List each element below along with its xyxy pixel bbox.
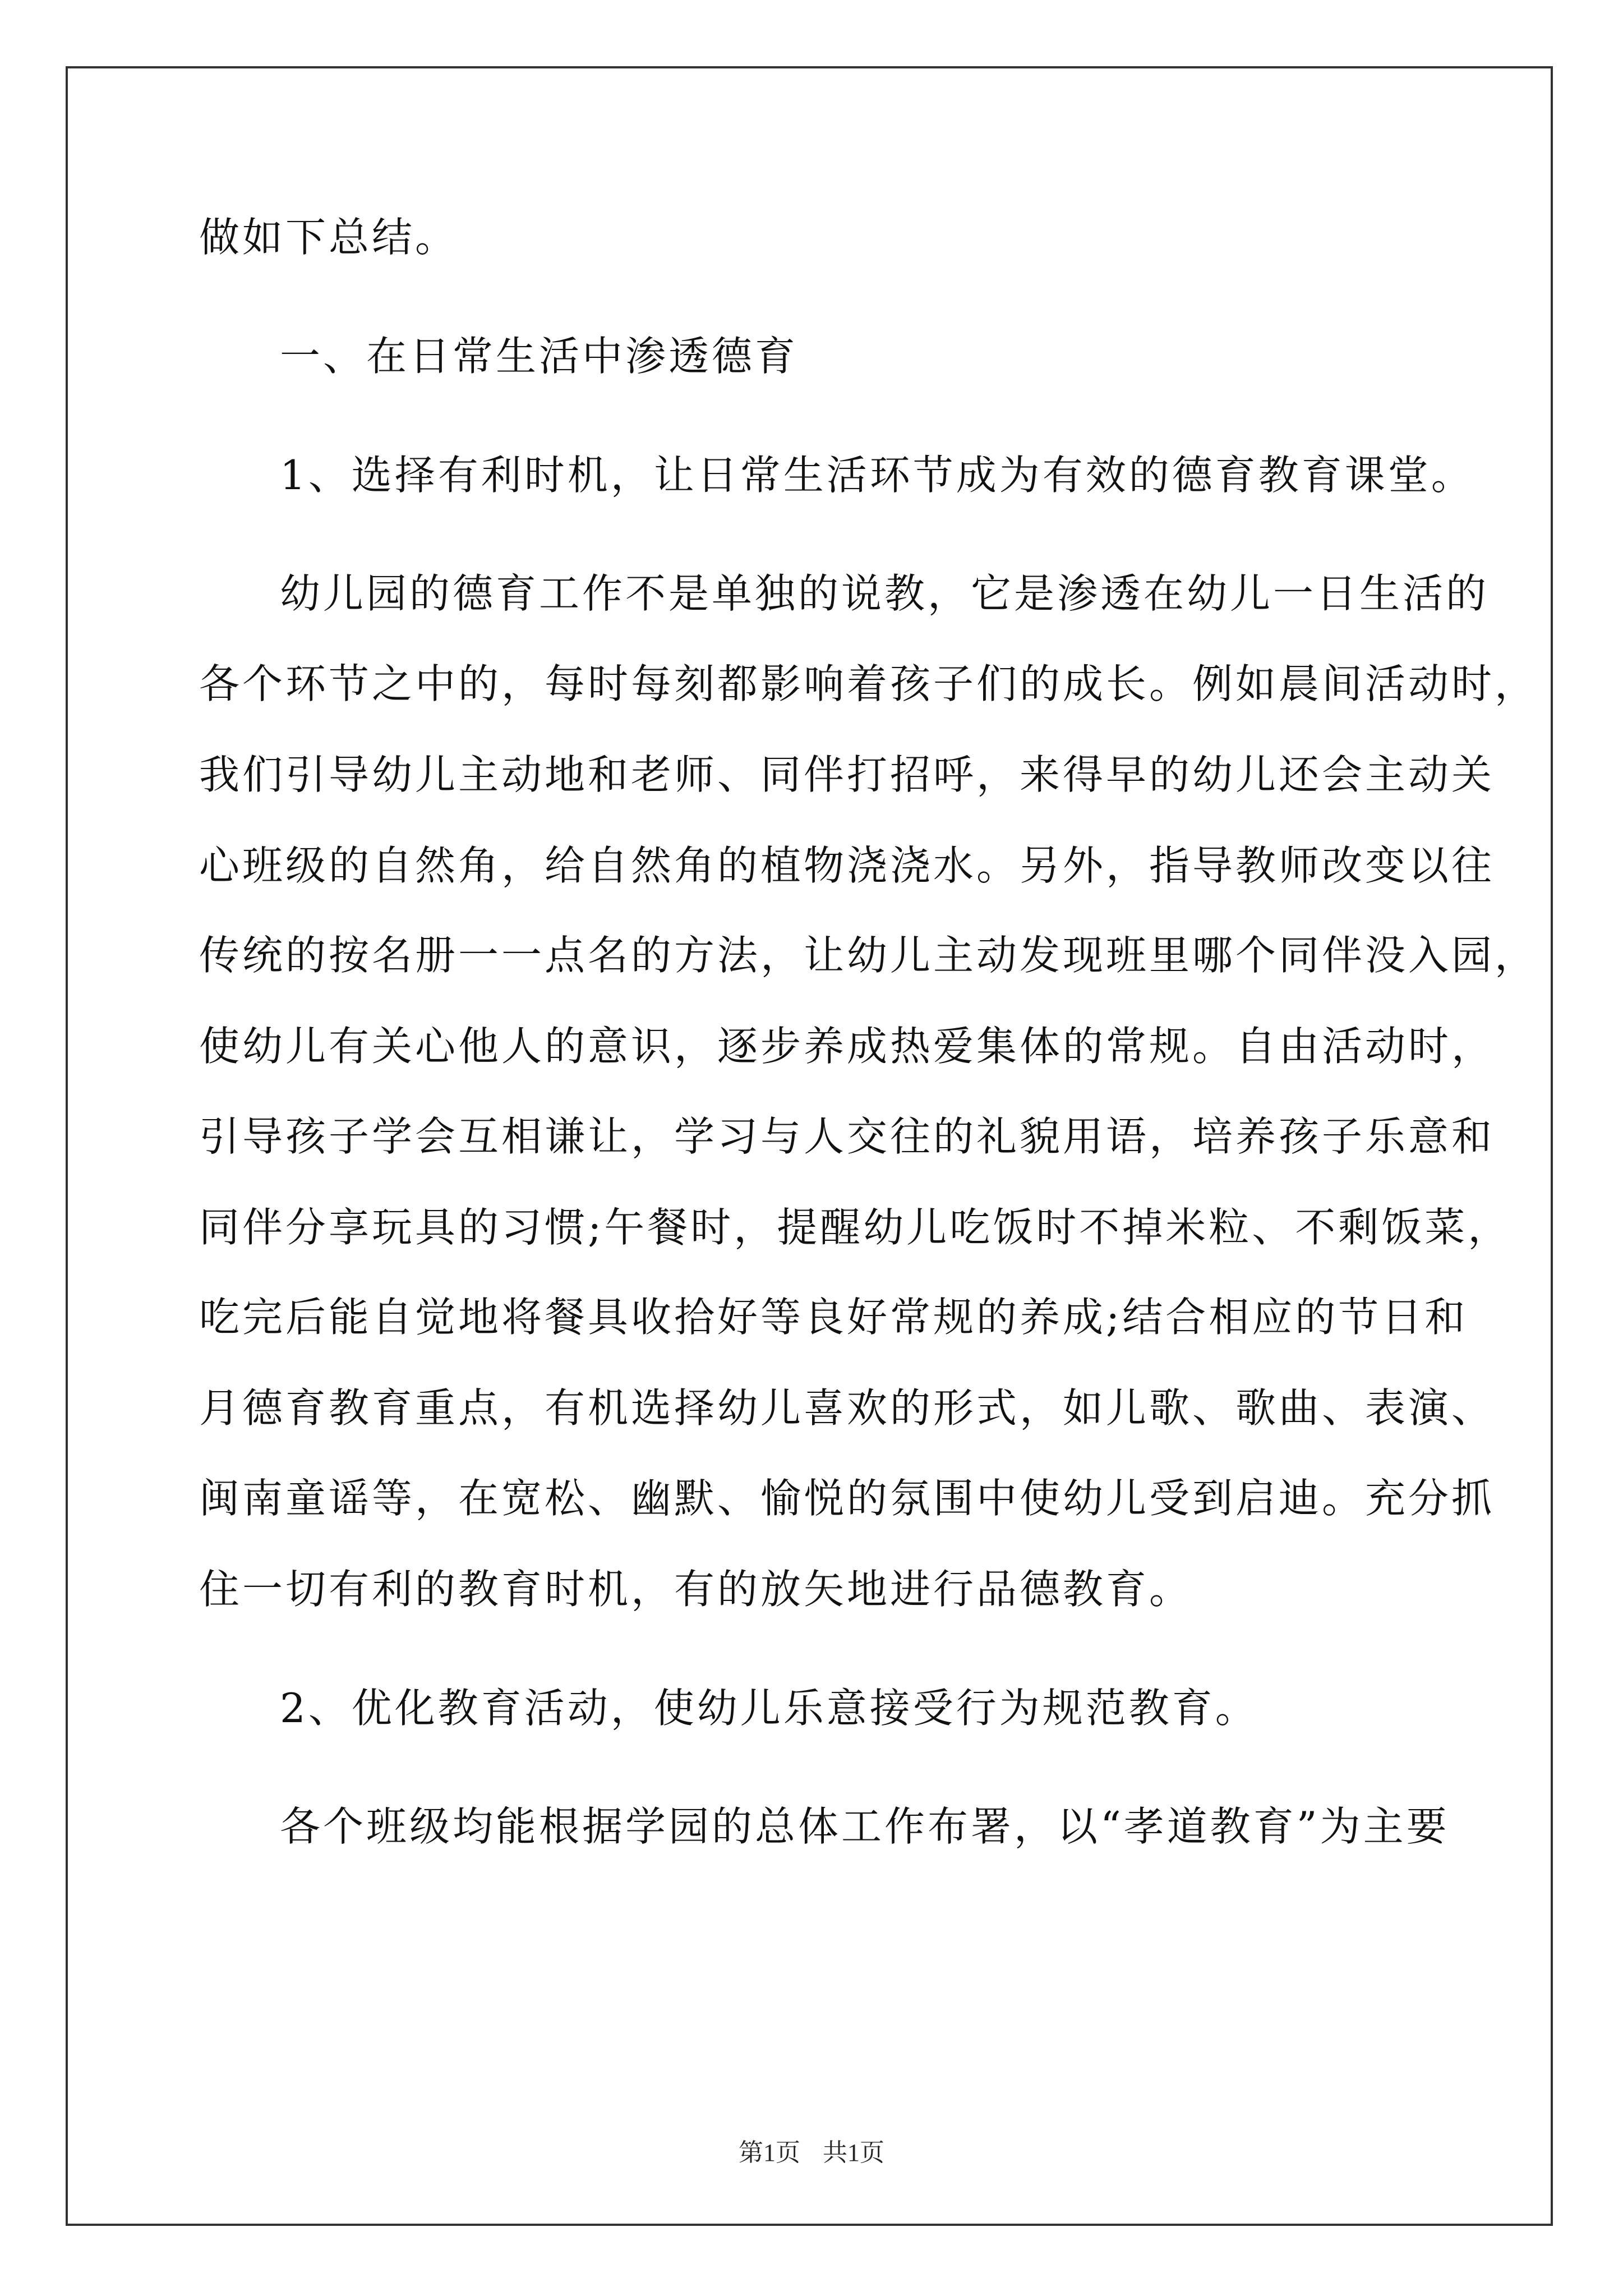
text-line: 月德育教育重点，有机选择幼儿喜欢的形式，如儿歌、歌曲、表演、: [199, 1384, 1495, 1432]
text-line: 做如下总结。: [199, 214, 459, 261]
text-line: 使幼儿有关心他人的意识，逐步养成热爱集体的常规。自由活动时，: [199, 1023, 1495, 1070]
subsection-heading: 2、优化教育活动，使幼儿乐意接受行为规范教育。: [280, 1685, 1258, 1732]
text-line: 传统的按名册一一点名的方法，让幼儿主动发现班里哪个同伴没入园，: [199, 932, 1538, 979]
page-total: 共1页: [823, 2139, 884, 2166]
text-line: 幼儿园的德育工作不是单独的说教，它是渗透在幼儿一日生活的: [280, 570, 1490, 617]
text-line: 各个环节之中的，每时每刻都影响着孩子们的成长。例如晨间活动时，: [199, 660, 1538, 707]
text-line: 同伴分享玩具的习惯;午餐时，提醒幼儿吃饭时不掉米粒、不剩饭菜，: [199, 1204, 1511, 1251]
text-line: 各个班级均能根据学园的总体工作布署，以“孝道教育”为主要: [280, 1803, 1450, 1850]
text-line: 闽南童谣等，在宽松、幽默、愉悦的氛围中使幼儿受到启迪。充分抓: [199, 1475, 1495, 1522]
subsection-heading: 1、选择有利时机，让日常生活环节成为有效的德育教育课堂。: [280, 452, 1474, 499]
text-line: 引导孩子学会互相谦让，学习与人交往的礼貌用语，培养孩子乐意和: [199, 1113, 1495, 1160]
text-line: 我们引导幼儿主动地和老师、同伴打招呼，来得早的幼儿还会主动关: [199, 751, 1495, 798]
page-footer: [0, 2136, 1623, 2170]
page-number: 第1页: [739, 2139, 800, 2166]
section-heading: 一、在日常生活中渗透德育: [280, 333, 799, 380]
text-line: 吃完后能自觉地将餐具收拾好等良好常规的养成;结合相应的节日和: [199, 1294, 1468, 1341]
text-line: 住一切有利的教育时机，有的放矢地进行品德教育。: [199, 1566, 1193, 1613]
text-line: 心班级的自然角，给自然角的植物浇浇水。另外，指导教师改变以往: [199, 842, 1495, 889]
